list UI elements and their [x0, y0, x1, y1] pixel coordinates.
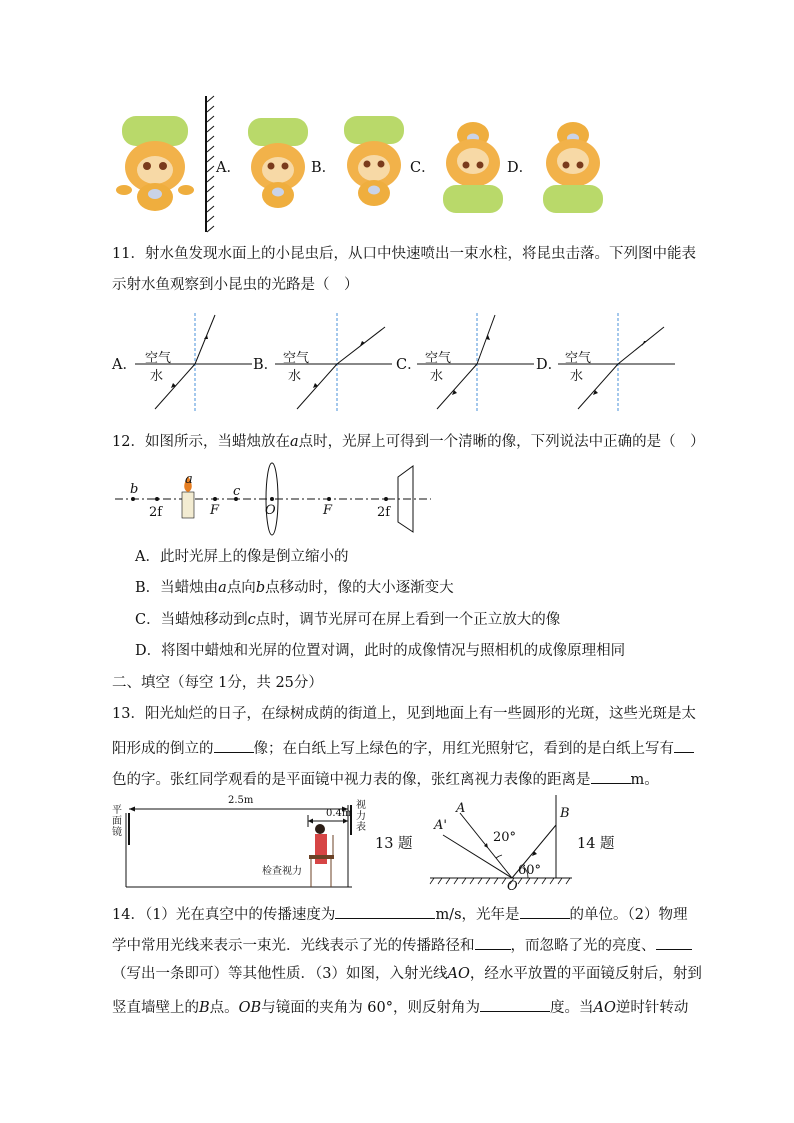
- q12-label-F-left: F: [210, 503, 220, 518]
- q14-line3: （写出一条即可）等其他性质．（3）如图，入射光线AO，经水平放置的平面镜反射后，射到: [112, 966, 702, 982]
- q12-label-2f-left: 2f: [149, 505, 163, 520]
- q11-c-air-label: 空气: [425, 351, 452, 366]
- q13-chart-label: 视力表: [356, 800, 366, 833]
- q11-a-water-label: 水: [150, 369, 164, 384]
- q11-option-d-label: D．: [536, 357, 563, 373]
- q11-option-a-label: A．: [112, 357, 137, 373]
- q13-line2: 阳形成的倒立的 像；在白纸上写上绿色的字，用红光照射它，看到的是白纸上写有: [112, 738, 694, 758]
- q12-option-a: A．此时光屏上的像是倒立缩小的: [135, 549, 349, 565]
- q12-label-O: O: [265, 503, 276, 518]
- q11-a-air-label: 空气: [145, 351, 172, 366]
- q14-blank-4[interactable]: [656, 935, 692, 950]
- q13-figure: [112, 795, 357, 890]
- q13-dist-total: 2.5m: [228, 795, 254, 806]
- mascot-option-a: [238, 115, 318, 215]
- q11-b-water-label: 水: [288, 369, 302, 384]
- q14-caption: 14 题: [577, 836, 615, 852]
- q12-label-F-right: F: [323, 503, 333, 518]
- q14-blank-5[interactable]: [480, 997, 550, 1012]
- q11-stem-line1: 11．射水鱼发现水面上的小昆虫后，从口中快速喷出一束水柱，将昆虫击落。下列图中能表: [112, 246, 696, 262]
- mirror-option-d-label: D．: [507, 160, 534, 176]
- q13-person-label: 检查视力: [262, 866, 302, 877]
- q12-option-d: D．将图中蜡烛和光屏的位置对调，此时的成像情况与照相机的成像原理相同: [135, 643, 626, 659]
- q14-label-B: B: [560, 806, 570, 821]
- q12-label-c: c: [233, 484, 241, 499]
- q14-line1: 14．（1）光在真空中的传播速度为 m/s，光年是 的单位。（2）物理: [112, 904, 688, 924]
- q14-label-O: O: [507, 879, 518, 894]
- q11-option-c-label: C．: [396, 357, 422, 373]
- q11-c-water-label: 水: [430, 369, 444, 384]
- q11-stem-line2: 示射水鱼观察到小昆虫的光路是（ ）: [112, 277, 359, 293]
- q12-stem: 12．如图所示，当蜡烛放在a点时，光屏上可得到一个清晰的像，下列说法中正确的是（ ）: [112, 434, 705, 450]
- q14-label-A-prime: A': [434, 818, 447, 833]
- mirror-wall: [198, 96, 218, 236]
- mascot-option-c: [433, 117, 513, 217]
- q13-line1: 13．阳光灿烂的日子，在绿树成荫的街道上，见到地面上有一些圆形的光斑，这些光斑是太: [112, 706, 696, 722]
- q11-option-b-label: B．: [253, 357, 279, 373]
- q12-label-b: b: [130, 482, 139, 497]
- q13-blank-3[interactable]: [591, 769, 631, 784]
- mascot-option-b: [334, 113, 414, 213]
- section2-title: 二、填空（每空 1分，共 25分）: [112, 675, 323, 691]
- q11-d-water-label: 水: [570, 369, 584, 384]
- q14-line4: 竖直墙壁上的B点。OB与镜面的夹角为 60°，则反射角为 度。当AO逆时针转动: [112, 997, 688, 1017]
- q12-option-c: C．当蜡烛移动到c点时，调节光屏可在屏上看到一个正立放大的像: [135, 612, 561, 628]
- original-mascot-image: [110, 112, 200, 217]
- mirror-option-c-label: C．: [410, 160, 436, 176]
- q14-angle-20: 20°: [493, 830, 517, 845]
- q13-caption: 13 题: [375, 836, 413, 852]
- q13-dist-small: 0.4m: [326, 808, 352, 819]
- q14-blank-1[interactable]: [335, 904, 435, 919]
- q13-blank-2[interactable]: [674, 738, 694, 753]
- q12-label-2f-right: 2f: [377, 505, 391, 520]
- mascot-option-d: [533, 117, 613, 217]
- q14-line2: 学中常用光线来表示一束光．光线表示了光的传播路径和 ，而忽略了光的亮度、: [112, 935, 692, 955]
- q14-angle-60: 60°: [518, 863, 542, 878]
- q11-b-air-label: 空气: [283, 351, 310, 366]
- q12-option-b: B．当蜡烛由a点向b点移动时，像的大小逐渐变大: [135, 580, 454, 596]
- mirror-option-b-label: B．: [311, 160, 337, 176]
- q11-d-air-label: 空气: [565, 351, 592, 366]
- q13-mirror-label: 平面镜: [112, 805, 122, 838]
- q14-blank-2[interactable]: [520, 904, 570, 919]
- q13-line3: 色的字。张红同学观看的是平面镜中视力表的像，张红离视力表像的距离是 m。: [112, 769, 659, 789]
- mirror-option-a-label: A．: [216, 160, 241, 176]
- q13-blank-1[interactable]: [214, 738, 254, 753]
- q14-label-A: A: [456, 801, 466, 816]
- q14-blank-3[interactable]: [475, 935, 511, 950]
- q12-label-a: a: [185, 472, 193, 487]
- q12-lens-diagram: [115, 462, 435, 542]
